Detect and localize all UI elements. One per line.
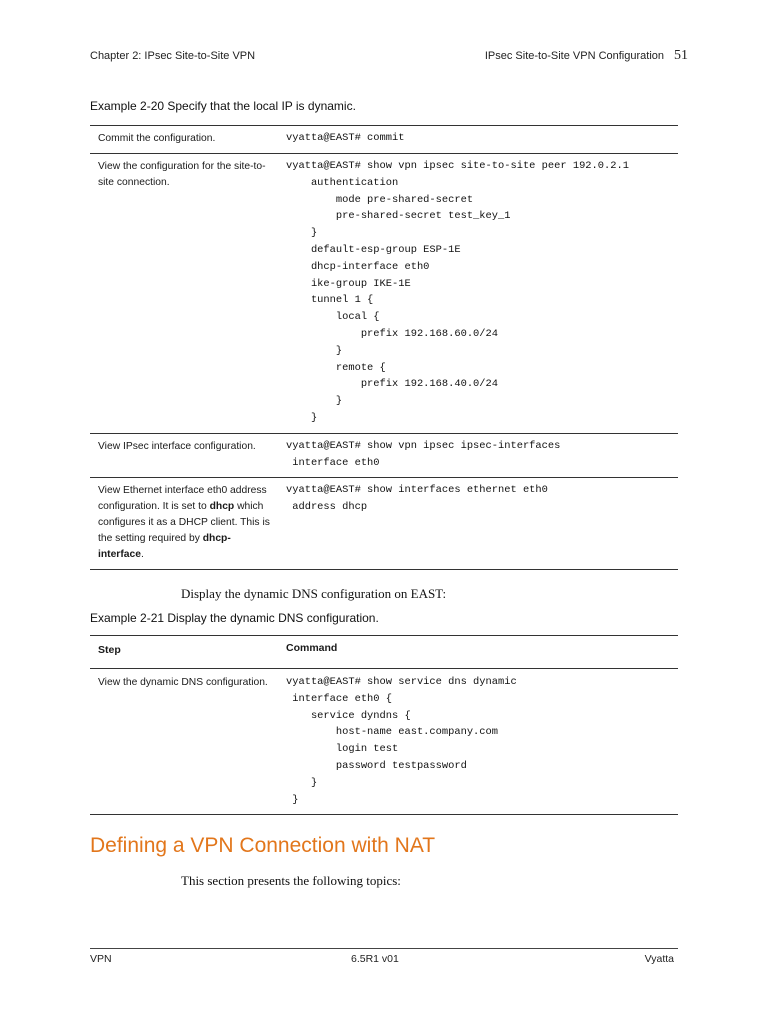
footer-version: 6.5R1 v01: [351, 953, 399, 965]
column-header-command: Command: [278, 636, 678, 669]
step-cell: [90, 478, 278, 570]
step-text: .: [140, 549, 144, 561]
table-header-row: [90, 636, 678, 669]
column-header-step: Step: [90, 636, 278, 669]
header-chapter: Chapter 2: IPsec Site-to-Site VPN: [90, 50, 256, 62]
example-2-21-table: [90, 635, 678, 815]
section-intro-text: This section presents the following topics:: [181, 873, 401, 888]
dns-intro-text: Display the dynamic DNS configuration on EAST:: [181, 586, 447, 601]
footer-divider: [90, 948, 678, 949]
table-row: [90, 126, 678, 154]
header-section: IPsec Site-to-Site VPN Configuration: [484, 50, 664, 62]
footer-product: VPN: [90, 953, 112, 965]
example-2-20-caption: Example 2-20 Specify that the local IP is dynamic.: [90, 99, 356, 113]
step-cell: View IPsec interface configuration.: [90, 433, 278, 478]
step-keyword: dhcp-interface: [98, 533, 231, 561]
table-row: [90, 669, 678, 815]
step-text: which configures it as a DHCP client. This is the setting required by: [98, 501, 270, 545]
page-number: 51: [674, 48, 688, 63]
table-row: [90, 154, 678, 434]
example-2-20-table: [90, 125, 678, 570]
command-cell: vyatta@EAST# commit: [278, 126, 678, 154]
command-cell: vyatta@EAST# show vpn ipsec ipsec-interfaces interface eth0: [278, 433, 678, 478]
table-row: [90, 478, 678, 570]
footer-vendor: Vyatta: [644, 953, 674, 965]
table-row: [90, 433, 678, 478]
step-cell: View the configuration for the site-to-site connection.: [90, 154, 278, 434]
command-cell: vyatta@EAST# show interfaces ethernet eth0 address dhcp: [278, 478, 678, 570]
command-cell: vyatta@EAST# show vpn ipsec site-to-site peer 192.0.2.1 authentication mode pre-shared-secret pre-shared-secret test_key_1 } default-esp-group ESP-1E dhcp-interface eth0 ike-group IKE-1E tunnel 1 { local { prefix 192.168.60.0/24 } remote { prefix 192.168.40.0/24 } }: [278, 154, 678, 434]
example-2-21-caption: Example 2-21 Display the dynamic DNS configuration.: [90, 611, 379, 625]
command-cell: vyatta@EAST# show service dns dynamic interface eth0 { service dyndns { host-name east.company.com login test password testpassword } }: [278, 669, 678, 815]
section-title: Defining a VPN Connection with NAT: [90, 834, 436, 857]
step-cell: View the dynamic DNS configuration.: [90, 669, 278, 815]
step-keyword: dhcp: [209, 501, 235, 513]
step-cell: Commit the configuration.: [90, 126, 278, 154]
step-text: View Ethernet interface eth0 address configuration. It is set to: [98, 485, 267, 513]
